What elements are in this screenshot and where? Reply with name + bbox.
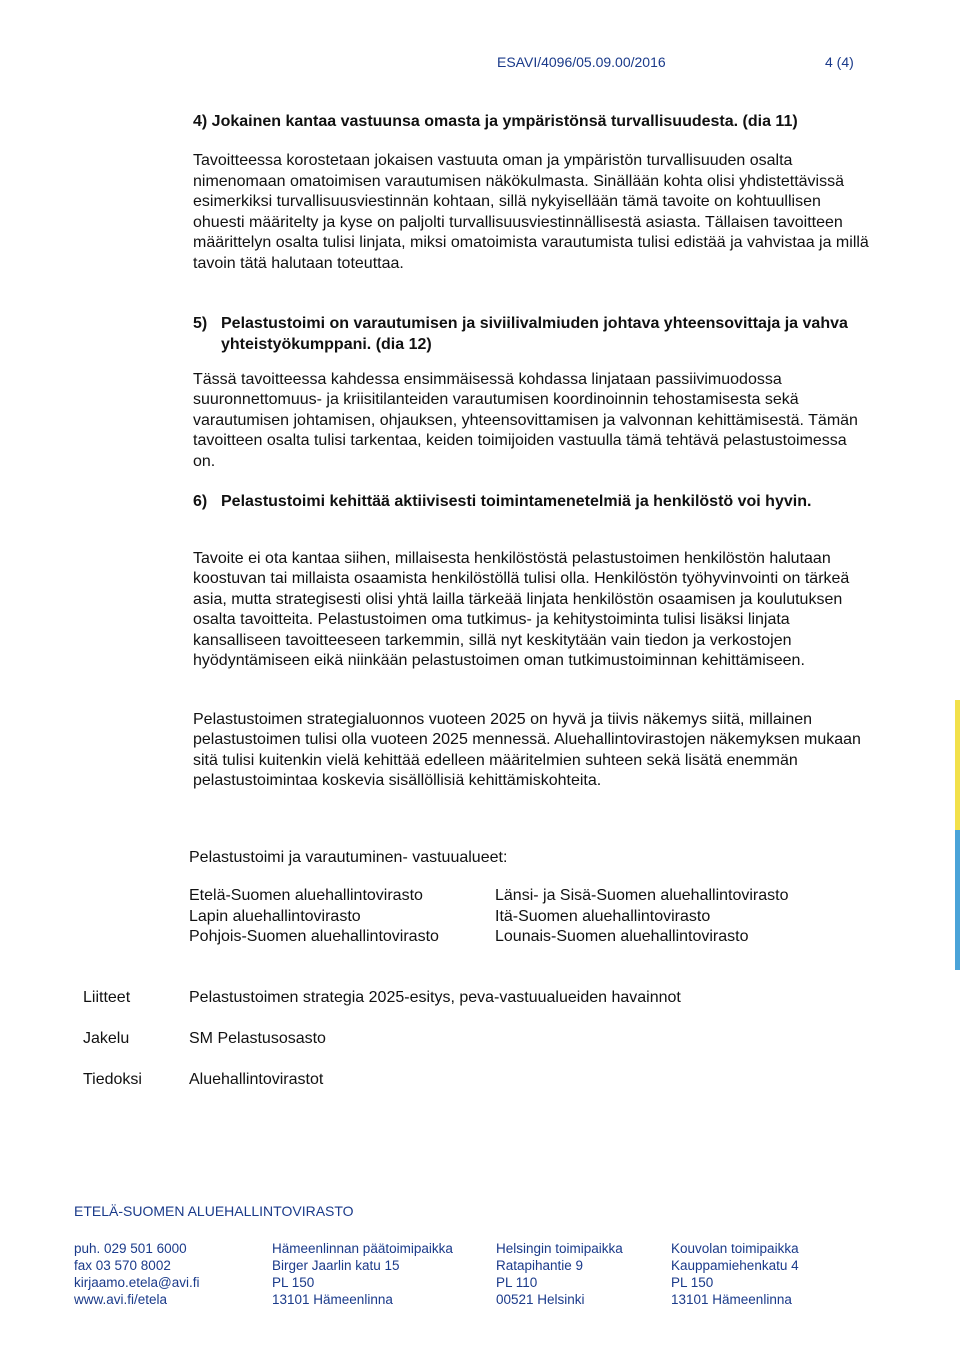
section-5-heading: Pelastustoimi on varautumisen ja siviilivalmiuden johtava yhteensovittaja ja vahva yhteistyökumppani. (dia 12)	[221, 315, 848, 353]
footer-email-link[interactable]: kirjaamo.etela@avi.fi	[74, 1275, 200, 1290]
section-6-heading: Pelastustoimi kehittää aktiivisesti toimintamenetelmiä ja henkilöstö voi hyvin.	[221, 493, 812, 510]
region-item: Itä-Suomen aluehallintovirasto	[495, 907, 711, 925]
footer-postcode: 00521 Helsinki	[496, 1292, 585, 1307]
footer-pobox: PL 150	[272, 1275, 315, 1290]
footer-fax: fax 03 570 8002	[74, 1258, 171, 1273]
region-item: Etelä-Suomen aluehallintovirasto	[189, 887, 423, 904]
footer-pobox: PL 110	[496, 1275, 538, 1290]
footer-website-link[interactable]: www.avi.fi/etela	[74, 1292, 168, 1307]
footer-address: Kauppamiehenkatu 4	[671, 1258, 799, 1273]
section-5-number: 5)	[193, 315, 208, 332]
liitteet-value: Pelastustoimen strategia 2025-esitys, peva-vastuualueiden havainnot	[189, 989, 681, 1006]
footer-postcode: 13101 Hämeenlinna	[671, 1292, 792, 1307]
page-number: 4 (4)	[825, 54, 854, 70]
footer-hameenlinna-column	[272, 1240, 453, 1308]
tiedoksi-label: Tiedoksi	[83, 1071, 142, 1088]
region-list-left	[189, 886, 439, 948]
document-id: ESAVI/4096/05.09.00/2016	[497, 54, 666, 70]
jakelu-label: Jakelu	[83, 1030, 130, 1047]
jakelu-value: SM Pelastusosasto	[189, 1030, 326, 1047]
section-5-paragraph: Tässä tavoitteessa kahdessa ensimmäisessä kohdassa linjataan passiivimuodossa suuronnettomuus- ja kriisitilanteiden varautumisen koordinoinnin tehostamisesta sekä varautumisen johtamisen, ohjauksen, yhteensovittamisen ja valvonnan kehittämisestä. Tämän tavoitteen osalta tulisi tarkentaa, keiden toimijoiden vastuulla tämä tehtävä pelastustoimessa on.	[193, 371, 858, 470]
footer-kouvola-column	[671, 1240, 799, 1308]
region-item: Länsi- ja Sisä-Suomen aluehallintovirasto	[495, 887, 789, 904]
section-4-heading: 4) Jokainen kantaa vastuunsa omasta ja ympäristönsä turvallisuudesta. (dia 11)	[193, 113, 798, 130]
scan-edge-yellow	[955, 700, 960, 830]
region-item: Pohjois-Suomen aluehallintovirasto	[189, 928, 439, 945]
scan-edge-blue	[955, 830, 960, 970]
responsibility-title: Pelastustoimi ja varautuminen- vastuualueet:	[189, 849, 508, 866]
footer-helsinki-column	[496, 1240, 623, 1308]
section-4-paragraph: Tavoitteessa korostetaan jokaisen vastuuta oman ja ympäristön turvallisuuden osalta nimenomaan omatoimisen varautumisen näkökulmasta. Sinällään kohta olisi yhdistettävissä esimerkiksi turvallisuusviestinnän kohtaan, sillä nykyisellään tämä tavoite on kohtuullisen ohuesti määritelty ja kyse on paljolti turvallisuusviestinnällisestä asiasta. Tällaisen tavoitteen määrittelyn osalta tulisi linjata, miksi omatoimista varautumista tulisi edistää ja vahvistaa ja millä tavoin tätä halutaan toteuttaa.	[193, 152, 869, 272]
region-item: Lapin aluehallintovirasto	[189, 907, 361, 925]
footer-agency: ETELÄ-SUOMEN ALUEHALLINTOVIRASTO	[74, 1203, 354, 1219]
footer-postcode: 13101 Hämeenlinna	[272, 1292, 393, 1307]
footer-address: Birger Jaarlin katu 15	[272, 1258, 400, 1273]
liitteet-label: Liitteet	[83, 989, 131, 1006]
region-list-right	[495, 886, 789, 948]
section-6-paragraph-2: Pelastustoimen strategialuonnos vuoteen 2025 on hyvä ja tiivis näkemys siitä, millainen pelastustoimen tulisi olla vuoteen 2025 mennessä. Aluehallintovirastojen näkemyksen mukaan sitä tulisi kuitenkin vielä kehittää edelleen määritelmien suhteen sekä lisätä enemmän pelastustoimintaa koskevia sisällöllisiä kehittämiskohteita.	[193, 711, 861, 790]
footer-pobox: PL 150	[671, 1275, 714, 1290]
footer-office-name: Kouvolan toimipaikka	[671, 1241, 799, 1256]
region-item: Lounais-Suomen aluehallintovirasto	[495, 928, 749, 945]
footer-contact-column	[74, 1240, 200, 1308]
footer-office-name: Hämeenlinnan päätoimipaikka	[272, 1241, 453, 1256]
footer-office-name: Helsingin toimipaikka	[496, 1241, 623, 1256]
tiedoksi-value: Aluehallintovirastot	[189, 1071, 324, 1088]
footer-address: Ratapihantie 9	[496, 1258, 584, 1273]
section-6-paragraph-1: Tavoite ei ota kantaa siihen, millaisesta henkilöstöstä pelastustoimen henkilöstön halutaan koostuvan tai millaista osaamista henkilöstöllä tulisi olla. Henkilöstön työhyvinvointi on tärkeä asia, mutta strategisesti olisi yhtä lailla tärkeää linjata henkilöstön osaamisen ja koulutuksen osalta tavoitteita. Pelastustoimen oma tutkimus- ja kehitystoiminta tulisi lisäksi linjata kansalliseen tavoitteeseen tarkemmin, sillä nyt keskitytään vain tiedon ja verkostojen hyödyntämiseen eikä niinkään pelastustoimen oman tutkimustoiminnan kehittämiseen.	[193, 550, 850, 670]
footer-phone: puh. 029 501 6000	[74, 1241, 187, 1256]
section-6-number: 6)	[193, 493, 208, 510]
